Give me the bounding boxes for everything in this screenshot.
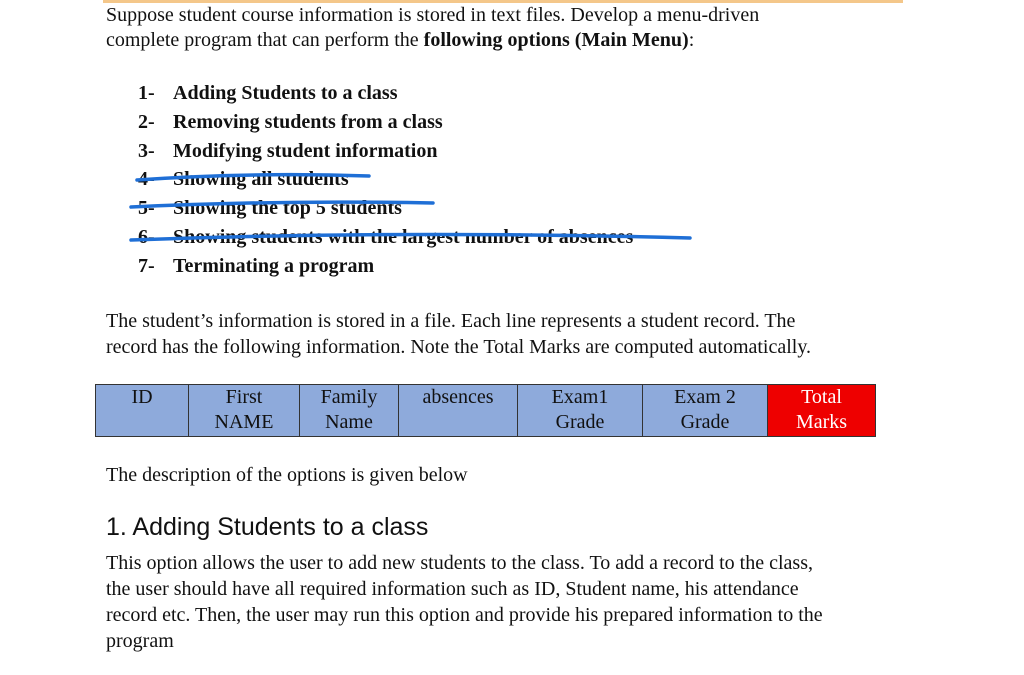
intro-colon: :	[688, 29, 695, 51]
col-absences: absences	[399, 385, 518, 437]
menu-item-number: 5-	[138, 197, 155, 219]
section-1-line-4: program	[106, 630, 174, 652]
menu-item-modify	[138, 137, 437, 166]
menu-item-label: Removing students from a class	[173, 111, 443, 133]
col-exam1-grade: Exam1 Grade	[518, 385, 643, 437]
intro-line-2	[106, 28, 759, 53]
menu-item-terminate	[138, 252, 374, 281]
menu-item-number: 7-	[138, 255, 155, 277]
menu-item-number: 1-	[138, 82, 155, 104]
menu-item-add	[138, 79, 398, 108]
menu-item-number: 3-	[138, 140, 155, 162]
intro-paragraph	[106, 3, 759, 53]
menu-item-show-all	[138, 165, 349, 194]
menu-item-number: 4-	[138, 168, 155, 190]
section-1-line-3: record etc. Then, the user may run this option and provide his prepared information to the	[106, 604, 823, 626]
col-first-name: First NAME	[189, 385, 300, 437]
section-1-line-2: the user should have all required information such as ID, Student name, his attendance	[106, 578, 799, 600]
menu-item-label: Showing all students	[173, 168, 349, 190]
col-family-name: Family Name	[300, 385, 399, 437]
menu-item-number: 6-	[138, 226, 155, 248]
menu-item-label: Showing students with the largest number of absences	[173, 226, 634, 248]
record-info-line-2: record has the following information. Note the Total Marks are computed automatically.	[106, 336, 812, 358]
record-info-paragraph	[106, 308, 926, 360]
section-1-line-1: This option allows the user to add new students to the class. To add a record to the class,	[106, 552, 813, 574]
intro-line-1: Suppose student course information is stored in text files. Develop a menu-driven	[106, 4, 760, 26]
intro-line-2-text: complete program that can perform the	[106, 29, 424, 51]
intro-bold-text: following options (Main Menu)	[423, 29, 689, 51]
menu-item-show-absences	[138, 223, 633, 252]
menu-item-label: Showing the top 5 students	[173, 197, 402, 219]
record-info-line-1: The student’s information is stored in a file. Each line represents a student record. The	[106, 310, 796, 332]
menu-item-remove	[138, 108, 443, 137]
table-row	[96, 385, 876, 437]
record-fields-table	[95, 384, 876, 437]
menu-item-show-top5	[138, 194, 402, 223]
menu-item-label: Modifying student information	[173, 140, 438, 162]
col-id: ID	[96, 385, 189, 437]
section-1-heading: 1. Adding Students to a class	[106, 513, 429, 541]
menu-item-label: Terminating a program	[173, 255, 375, 277]
col-exam2-grade: Exam 2 Grade	[643, 385, 768, 437]
options-intro: The description of the options is given below	[106, 464, 468, 486]
col-total-marks: Total Marks	[768, 385, 876, 437]
section-1-body	[106, 550, 916, 654]
menu-item-label: Adding Students to a class	[173, 82, 398, 104]
menu-item-number: 2-	[138, 111, 155, 133]
